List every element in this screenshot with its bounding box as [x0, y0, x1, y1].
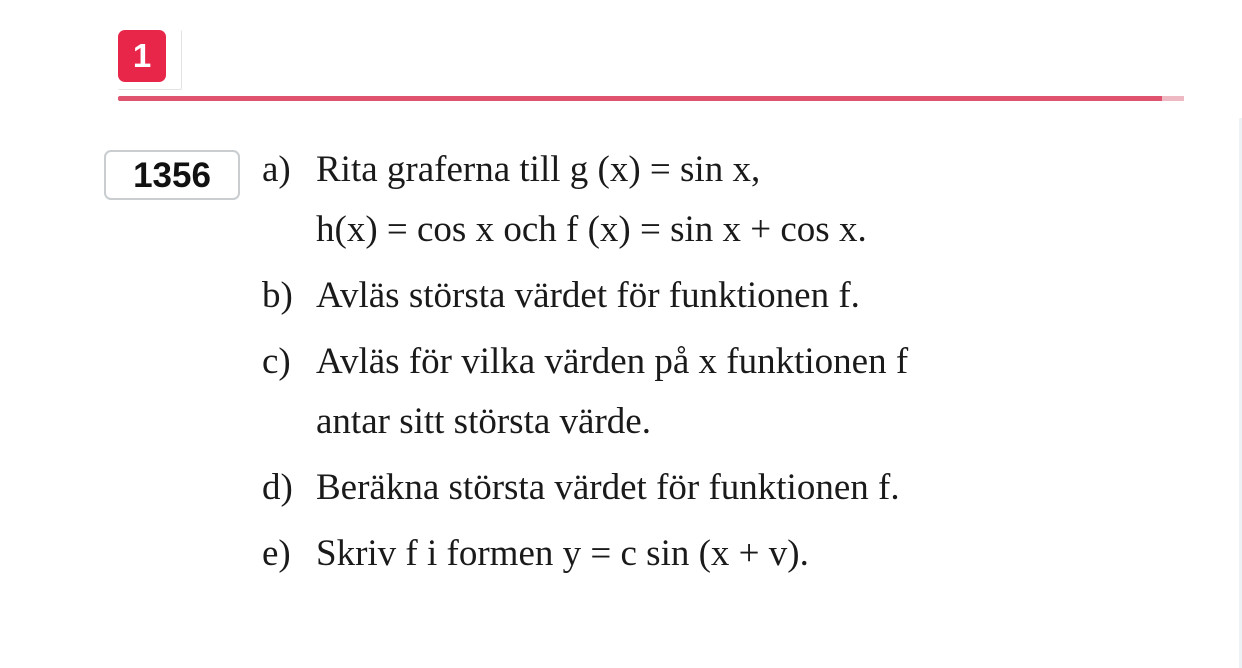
item-label: b) — [262, 275, 293, 316]
list-item — [262, 524, 1202, 584]
list-item — [262, 140, 1202, 260]
item-line-2: antar sitt största värde. — [316, 401, 651, 442]
exercise-items — [262, 140, 1202, 590]
list-item — [262, 332, 1202, 452]
item-line-2: h(x) = cos x och f (x) = sin x + cos x. — [316, 209, 867, 250]
item-label: e) — [262, 533, 291, 574]
item-body — [316, 332, 908, 452]
item-line-1: Avläs största värdet för funktionen f. — [316, 275, 860, 316]
item-body — [316, 140, 867, 260]
header-rule-tail — [1162, 96, 1184, 101]
list-item — [262, 458, 1202, 518]
item-label: d) — [262, 467, 293, 508]
item-body — [316, 266, 860, 326]
item-line-1: Avläs för vilka värden på x funktionen f — [316, 341, 909, 382]
chapter-badge: 1 — [118, 30, 166, 82]
header-rule — [118, 96, 1182, 101]
item-label: a) — [262, 149, 291, 190]
item-line-1: Beräkna största värdet för funktionen f. — [316, 467, 900, 508]
item-line-1: Skriv f i formen y = c sin (x + v). — [316, 533, 809, 574]
page-header — [0, 0, 1242, 110]
list-item — [262, 266, 1202, 326]
exercise-number: 1356 — [104, 150, 240, 200]
item-line-1: Rita graferna till g (x) = sin x, — [316, 149, 761, 190]
item-label: c) — [262, 341, 291, 382]
item-body — [316, 458, 900, 518]
item-body — [316, 524, 809, 584]
